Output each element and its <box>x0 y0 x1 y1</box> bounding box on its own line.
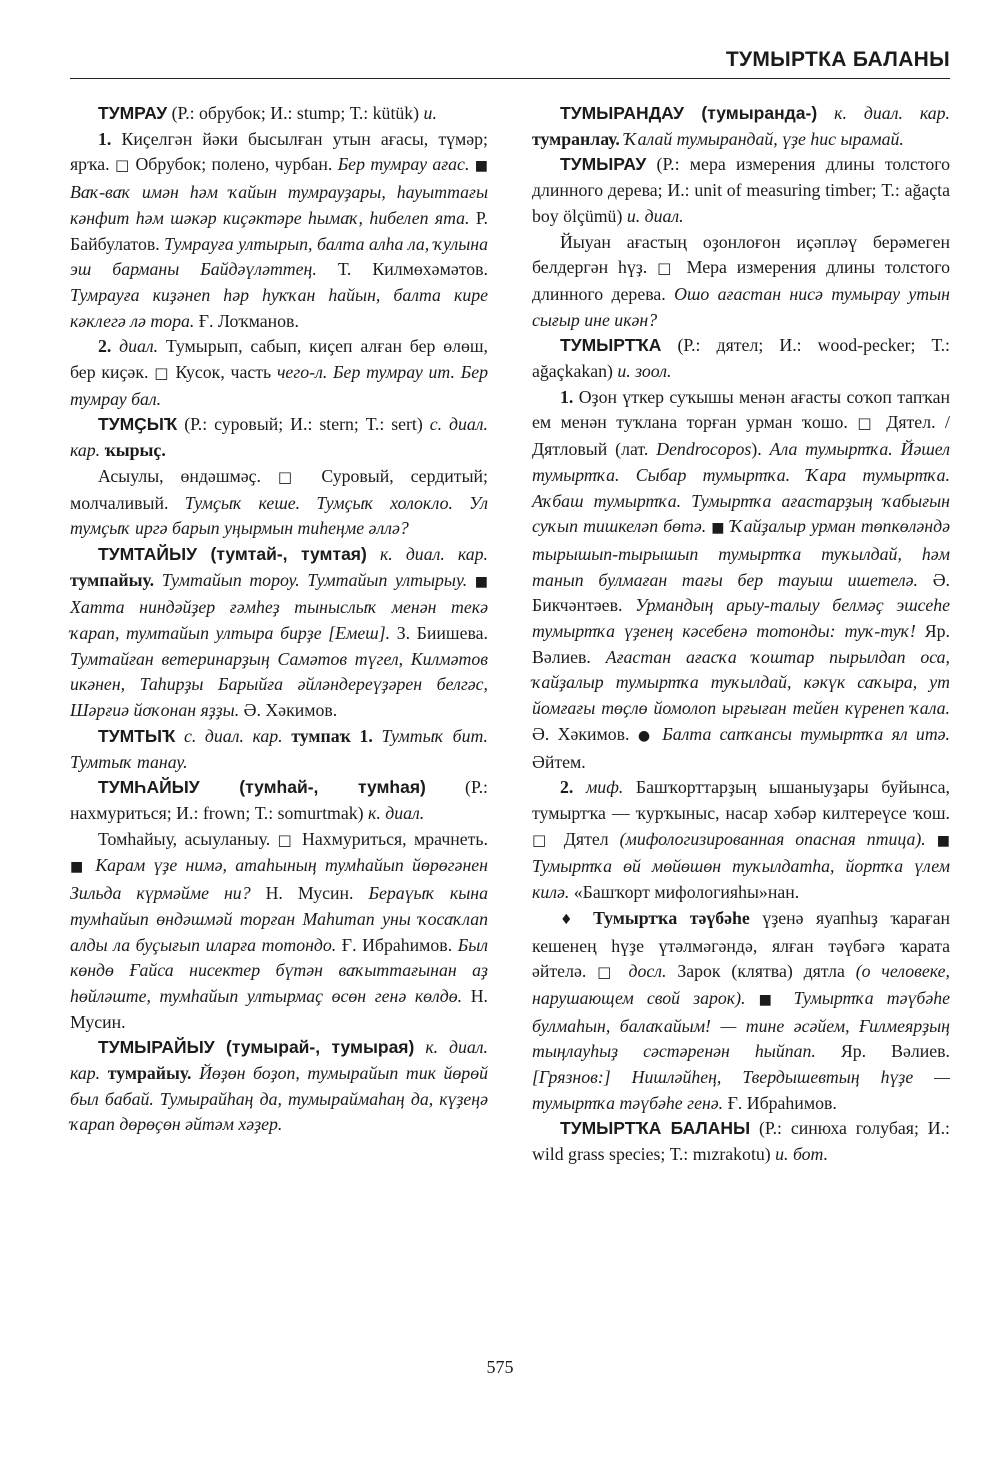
translation-marker: □ <box>154 364 170 383</box>
entry-paragraph <box>532 906 950 1117</box>
text-run: (Р.: обрубок; И.: stump; Т.: kütük) <box>167 103 424 123</box>
text-run: З. Биишева. <box>390 623 488 644</box>
text-run: (Р.: дятел; И.: wood-pecker; Т.: ağaçkakan) <box>532 335 950 382</box>
text-run: Нахмуриться, мрачнеть. <box>294 828 488 849</box>
text-run: Кусок, часть <box>169 362 277 383</box>
translation-marker: □ <box>657 259 677 278</box>
entry-headword-paragraph <box>532 333 950 384</box>
text-run <box>373 726 382 746</box>
text-run <box>283 726 292 746</box>
entry-paragraph <box>532 230 950 334</box>
example-marker: ■ <box>758 991 781 1008</box>
italic-text: Был көндө Ғайса нисектер бүтән ваҡыттағынан аҙ һөйләште, тумһайып ултырмаҫ өсөн генә көлдө. <box>70 934 488 1006</box>
italic-text: Ағастан ағасҡа ҡоштар пырылдап оса, ҡайҙалыр тумыртҡа туҡылдай, кәкүк саҡыра, ут йомғағы төҫлө йомолоп ырғыған тейен күренеп ҡала. <box>532 646 950 719</box>
italic-text: Ваҡ-ваҡ имән һәм ҡайын тумрауҙары, һауыттағы кәнфит һәм шәкәр киҫәктәре һымаҡ, һибелеп ята. <box>70 182 488 228</box>
headword: ТУМЫРАНДАУ (тумыранда-) <box>560 103 818 123</box>
text-run <box>581 908 594 928</box>
entry-paragraph <box>70 127 488 335</box>
entry-paragraph <box>532 385 950 776</box>
bold-text: ҡырыҫ. <box>104 440 166 461</box>
italic-text: (о человеке, нарушающем свой зарок). <box>532 961 950 1008</box>
entry-paragraph <box>70 464 488 542</box>
italic-text: к. диал. кар. <box>834 103 950 123</box>
italic-text: [Грязнов:] Нишләйһең, Твердышевтың һүҙе — тумыртҡа тәүбәһе генә. <box>532 1067 950 1113</box>
text-run: Дятел <box>552 828 620 849</box>
text-run: Н. Мусин. <box>250 883 369 904</box>
headword: ТУМРАУ <box>98 103 168 123</box>
italic-text: к. диал. <box>368 802 425 823</box>
text-run <box>367 544 380 564</box>
italic-text: Тумрауға ултырып, балта алһа ла, ҡулына эш барманы Байдәүләттең. <box>70 233 488 280</box>
bold-text: Тумыртҡа тәүбәһе <box>593 907 750 928</box>
entry-paragraph <box>70 827 488 1036</box>
example-marker: ■ <box>711 520 726 537</box>
columns <box>70 101 950 1168</box>
text-run: Ғ. Ибраһимов. <box>723 1092 837 1113</box>
italic-text: чего-л. Бер тумрау ит. Бер тумрау бал. <box>70 362 488 409</box>
entry-headword-paragraph <box>70 1035 488 1138</box>
text-run: (Р.: мера измерения длины толстого длинного дерева; И.: unit of measuring timber; Т.: ağaçta boy ölçümü) <box>532 154 950 226</box>
translation-marker: □ <box>532 830 553 849</box>
text-run: Т. Килмөхәмәтов. <box>316 259 488 280</box>
bold-text: 1. <box>560 386 574 407</box>
text-run <box>414 1037 425 1057</box>
bold-text: тумрайыу. <box>107 1063 192 1084</box>
text-run: Ә. Хәкимов. <box>239 700 338 721</box>
example-marker: ■ <box>936 832 950 849</box>
translation-marker: □ <box>597 963 618 982</box>
text-run <box>191 1063 199 1083</box>
text-run: Асыулы, өндәшмәҫ. <box>98 465 278 486</box>
example-marker: ■ <box>474 158 488 175</box>
italic-text: и. бот. <box>775 1144 829 1165</box>
entry-headword-paragraph <box>70 724 488 775</box>
italic-text: с. диал. кар. <box>70 414 488 461</box>
italic-text: миф. <box>573 777 624 798</box>
italic-text: Тумрауға киҙәнеп һәр һуҡҡан һайын, балта кире кәклегә лә тора. <box>70 284 488 331</box>
text-run: Киҫелгән йәки бысылған утын ағасы, түмәр; ярҡа. <box>70 128 488 175</box>
italic-text: к. диал. кар. <box>379 543 488 564</box>
entry-paragraph <box>70 334 488 412</box>
text-run: Әйтем. <box>532 751 586 772</box>
text-run: Н. Мусин. <box>70 985 488 1032</box>
bold-text: тумпайыу. <box>70 569 155 590</box>
headword: ТУМЫРТҠА БАЛАНЫ <box>560 1118 751 1139</box>
italic-text: Ҡалай тумырандай, үҙе һис ырамай. <box>624 128 904 149</box>
italic-text: Ҡайҙалыр урман төпкөләндә тырышып-тырышып тумыртҡа туҡылдай, һәм танып булмаған тағы бер тауыш ишетелә. <box>532 516 951 590</box>
text-run: Ғ. Лоҡманов. <box>194 310 299 331</box>
text-run: (Р.: нахмуриться; И.: frown; Т.: somurtmak) <box>70 777 488 823</box>
headword: ТУМҺАЙЫУ (тумһай-, тумһая) <box>98 777 426 798</box>
running-head: ТУМЫРТКА БАЛАНЫ <box>70 48 950 79</box>
text-run: Зарок (клятва) дятла <box>666 961 856 982</box>
italic-text: с. диал. кар. <box>183 725 283 746</box>
italic-text: Карам үҙе нимә, атаһының тумһайып йөрөгәнен Зильда күрмәйме ни? <box>70 855 488 904</box>
text-run <box>154 570 162 590</box>
entry-headword-paragraph <box>532 101 950 152</box>
bold-text: 1. <box>98 128 112 149</box>
italic-text: Dendrocopos <box>656 439 752 460</box>
italic-text: и. <box>423 103 437 123</box>
italic-text: диал. <box>111 336 159 357</box>
page-number: 575 <box>486 1357 514 1377</box>
headword: ТУМТАЙЫУ (тумтай-, тумтая) <box>98 543 367 564</box>
right-column <box>532 101 950 1168</box>
text-run <box>618 961 629 981</box>
bold-text: тумпаҡ 1. <box>291 725 373 746</box>
translation-marker: □ <box>857 414 877 433</box>
italic-text: Тумҫыҡ кеше. Тумҫыҡ холокло. Ул тумҫыҡ иргә барып уңырмын тиһеңме әллә? <box>70 492 488 539</box>
translation-marker: □ <box>277 467 305 486</box>
text-run: Томһайыу, асыуланыу. <box>98 828 278 849</box>
text-run <box>817 103 834 123</box>
italic-text: Тумтайып тороу. Тумтайып ултырыу. <box>161 569 475 590</box>
translation-marker: □ <box>114 156 131 175</box>
italic-text: и. диал. <box>626 205 684 226</box>
bold-text: 2. <box>560 777 574 798</box>
italic-text: к. диал. кар. <box>70 1037 488 1084</box>
text-run: үҙенә яуапһыҙ ҡараған кешенең һүҙе үтәлмәгәндә, ялған тәүбәгә ҡарата әйтелә. <box>532 907 950 982</box>
italic-text: Урмандың арыу-талыу белмәҫ эшсеһе тумыртҡа үҙенең кәсебенә тотонды: туҡ-туҡ! <box>532 595 950 642</box>
headword: ТУМЫРТҠА <box>560 335 662 356</box>
text-run: Яр. Вәлиев. <box>815 1041 950 1062</box>
text-run: Башҡорттарҙың ышаныуҙары буйынса, тумыртҡа — ҡурҡыныс, насар хәбәр килтереүсе ҡош. <box>532 777 950 823</box>
text-run: Яр. Вәлиев. <box>532 621 950 667</box>
text-run: (Р.: суровый; И.: stern; Т.: sert) <box>177 414 430 435</box>
italic-text: и. зоол. <box>617 361 672 382</box>
italic-text: Ошо ағастан нисә тумырау утын сығыр ине икән? <box>532 283 950 330</box>
italic-text: Хатта ниндәйҙер ғәмһеҙ тыныслыҡ менән текә ҡарап, тумтайып ултыра бирҙе [Емеш]. <box>70 597 488 644</box>
text-run: Тумырып, сабып, киҫеп алған бер өлөш, бер киҫәк. <box>70 336 488 383</box>
text-run: Ә. Бикчәнтәев. <box>532 569 950 616</box>
text-run: Ә. Хәкимов. <box>532 723 638 744</box>
translation-marker: □ <box>277 830 295 849</box>
text-run: Йыуан ағастың оҙонлоғон иҫәпләү берәмеген белдергән һүҙ. <box>532 231 950 278</box>
headword: ТУМТЫҠ <box>98 725 176 746</box>
text-run: Оҙон үткер суҡышы менән ағасты соҡоп тапҡан ем менән туҡлана торған урман ҡошо. <box>532 386 950 433</box>
text-run <box>175 726 184 746</box>
text-run: Р. Байбулатов. <box>70 207 488 254</box>
entry-headword-paragraph <box>70 101 488 127</box>
italic-text: Бер тумрау ағас. <box>337 154 475 175</box>
entry-headword-paragraph <box>532 1116 950 1167</box>
entry-headword-paragraph <box>70 542 488 724</box>
text-run: «Башҡорт мифологияһы»нан. <box>569 882 800 903</box>
entry-paragraph <box>532 775 950 906</box>
headword: ТУМЫРАУ <box>560 154 647 175</box>
headword: ТУМЫРАЙЫУ (тумырай-, тумырая) <box>98 1037 415 1058</box>
italic-text: Ала тумыртҡа. Йәшел тумыртҡа. Сыбар тумыртҡа. Ҡара тумыртҡа. Аҡбаш тумыртҡа. Тумыртҡа ағастарҙың ҡабығын суҡып тишкеләп бөтә. <box>532 439 950 537</box>
text-run: (Р.: синюха голубая; И.: wild grass species; Т.: mızrakotu) <box>532 1118 950 1165</box>
italic-text: Тумыртҡа тәүбәһе булмаһын, балаҡайым! — тине әсәйем, Ғилмеярҙың тыңлауһыҙ сәстәренән һыйпап. <box>532 987 951 1062</box>
text-run: ). <box>751 439 770 460</box>
entry-headword-paragraph <box>70 412 488 463</box>
text-run: Дятел. / Дятловый (лат. <box>532 412 950 460</box>
italic-text: Бераүыҡ кына тумһайып өндәшмәй торған Маһитап уны ҡосаҡлап алды ла буҫығып иларға тотондо. <box>70 883 488 955</box>
italic-text: (мифологизированная опасная птица). <box>619 828 937 849</box>
bold-text: 2. <box>98 336 112 357</box>
text-run: Обрубок; полено, чурбан. <box>130 154 338 175</box>
example-marker: ■ <box>474 573 488 590</box>
text-run: Ғ. Ибраһимов. <box>336 934 458 955</box>
italic-text: Тумтайған ветеринарҙың Самәтов түгел, Килмәтов икәнен, Таһирҙы Барыйға әйләндереүҙәрен белгәс, Шәрғиә йоҡонан яҙҙы. <box>70 648 488 721</box>
example-marker: ● <box>637 727 654 744</box>
italic-text: досл. <box>628 961 667 982</box>
entry-headword-paragraph <box>532 152 950 229</box>
example-marker: ■ <box>70 859 88 876</box>
bold-text: тумранлау. <box>532 128 620 149</box>
italic-text: Тумтыҡ бит. Тумтыҡ танау. <box>70 725 489 772</box>
text-run: Суровый, сердитый; молчаливый. <box>70 465 488 513</box>
italic-text: Йөҙөн боҙоп, тумырайып тик йөрөй был бабай. Тумырайһаң да, тумыраймаһаң да, күҙеңә ҡарап дөрөҫөн әйтәм хәҙер. <box>70 1063 488 1135</box>
example-marker: ♦ <box>560 911 581 928</box>
text-run <box>100 1063 108 1083</box>
italic-text: Балта сапҡансы тумыртҡа ял итә. <box>653 723 950 744</box>
entry-headword-paragraph <box>70 775 488 826</box>
italic-text: Тумыртҡа өй мөйөшөн туҡылдатһа, йортҡа үлем килә. <box>532 856 950 903</box>
left-column <box>70 101 488 1168</box>
text-run: Мера измерения длины толстого длинного дерева. <box>532 257 951 304</box>
headword: ТУМҪЫҠ <box>98 414 178 435</box>
